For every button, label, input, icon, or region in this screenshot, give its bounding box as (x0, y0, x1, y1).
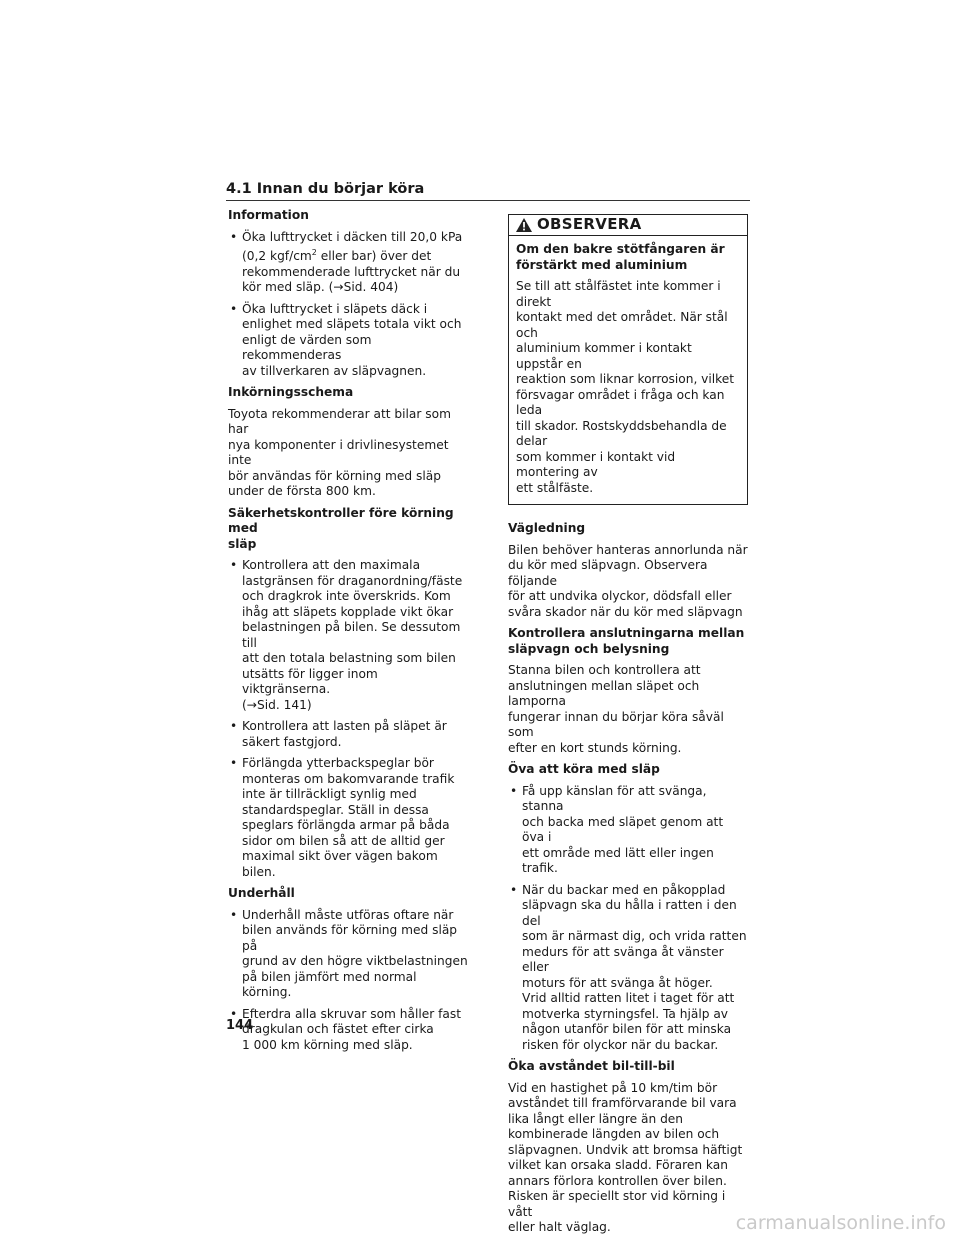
warning-box (508, 214, 748, 505)
maintenance-heading: Underhåll (228, 886, 295, 901)
guide-text: Bilen behöver hanteras annorlunda när du kör med släpvagn. Observera följande för att undvika olyckor, dödsfall eller svåra skador när du kör med släpvagn (508, 542, 748, 619)
safety-heading: Säkerhetskontroller före körning med släp (228, 505, 454, 551)
guide-heading: Vägledning (508, 521, 586, 535)
warning-label: OBSERVERA (537, 215, 642, 234)
practice-heading: Öva att köra med släp (508, 762, 660, 776)
list-item: • Öka lufttrycket i släpets däck i enlighet med släpets totala vikt och enligt de värden som rekommenderas av tillverkaren av släpvagnen. (228, 302, 468, 380)
warning-title: Om den bakre stötfångaren är förstärkt med aluminium (516, 242, 725, 272)
right-column (508, 208, 748, 1242)
break-in-text: Toyota rekommenderar att bilar som har nya komponenter i drivlinesystemet inte bör användas för körning med släp under de första 800 km. (228, 406, 451, 499)
connection-text: Stanna bilen och kontrollera att anslutningen mellan släpet och lamporna fungerar innan du börjar köra såväl som efter en kort stunds körning. (508, 663, 724, 755)
list-item: • Efterdra alla skruvar som håller fast dragkulan och fästet efter cirka 1 000 km körning med släp. (228, 1007, 468, 1054)
list-item: • Förlängda ytterbackspeglar bör monteras om bakomvarande trafik inte är tillräckligt synlig med standardspeglar. Ställ in dessa speglars förlängda armar på båda sidor om bilen så att de alltid ger maximal sikt över vägen bakom bilen. (228, 756, 468, 880)
list-item: • Öka lufttrycket i däcken till 20,0 kPa (0,2 kgf/$cm^2$ eller bar) över det rekommenderade lufttrycket när du kör med släp. (→Sid. 404) (228, 230, 468, 296)
list-item: • Kontrollera att den maximala lastgränsen för draganordning/fäste och dragkrok inte överskrids. Kom ihåg att släpets kopplade vikt ökar belastningen på bilen. Se dessutom till att den totala belastning som bilen utsätts för ligger inom viktgränserna. (→Sid. 141) (228, 558, 468, 713)
break-in-heading: Inkörningsschema (228, 385, 354, 400)
list-item: • Få upp känslan för att svänga, stanna och backa med släpet genom att öva i ett område med lätt eller ingen trafik. (508, 784, 748, 877)
left-column (228, 208, 468, 1059)
page-number: 144 (226, 1018, 254, 1033)
list-item: • Underhåll måste utföras oftare när bilen används för körning med släp på grund av den högre viktbelastningen på bilen jämfört med normal körning. (228, 908, 468, 1001)
list-item: • Kontrollera att lasten på släpet är säkert fastgjord. (228, 719, 468, 750)
warning-header (509, 215, 747, 236)
section-header (226, 178, 750, 201)
section-title: 4.1 Innan du börjar köra (226, 181, 425, 197)
info-heading: Information (228, 208, 309, 222)
warning-text: Se till att stålfästet inte kommer i direkt kontakt med det området. När stål och aluminium kommer i kontakt uppstår en reaktion som liknar korrosion, vilket försvagar området i fråga och kan leda till skador. Rostskyddsbehandla de delar som kommer i kontakt vid montering av ett stålfäste. (516, 279, 735, 495)
connection-heading: Kontrollera anslutningarna mellan släpvagn och belysning (508, 626, 745, 656)
watermark: carmanualsonline.info (735, 1212, 946, 1234)
distance-text: Vid en hastighet på 10 km/tim bör avståndet till framförvarande bil vara lika långt eller längre än den kombinerade längden av bilen och släpvagnen. Undvik att bromsa häftigt vilket kan orsaka sladd. Föraren kan annars förlora kontrollen över bilen. Risken är speciellt stor vid körning i vått eller halt väglag. (508, 1080, 743, 1234)
distance-heading: Öka avståndet bil-till-bil (508, 1059, 675, 1073)
list-item: • När du backar med en påkopplad släpvagn ska du hålla i ratten i den del som är närmast dig, och vrida ratten medurs för att svänga åt vänster eller moturs för att svänga åt höger. Vrid alltid ratten litet i taget för att motverka styrningsfel. Ta hjälp av någon utanför bilen för att minska risken för olyckor när du backar. (508, 883, 748, 1054)
warning-body (509, 236, 747, 504)
warning-triangle-icon (515, 217, 533, 233)
